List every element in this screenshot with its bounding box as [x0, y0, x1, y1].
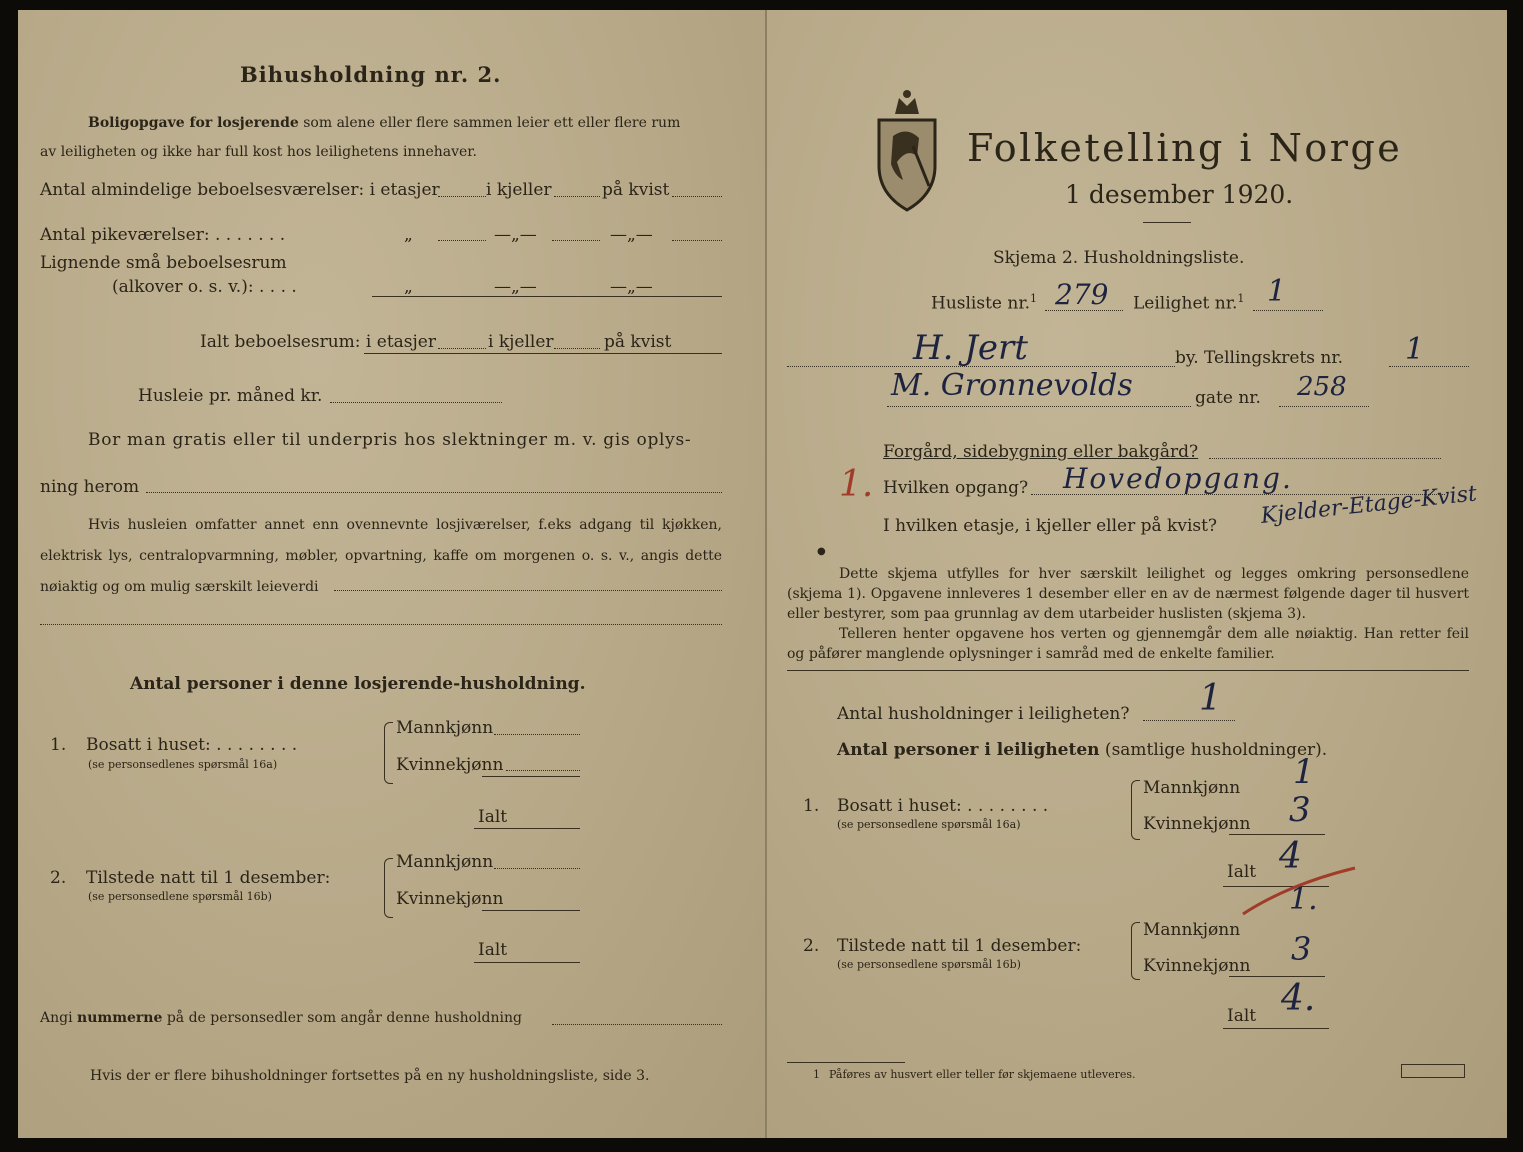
right-q1-label: Bosatt i huset: . . . . . . . . — [837, 796, 1049, 816]
left-q2-brace — [384, 858, 393, 918]
ialt-etasjer-field[interactable] — [438, 348, 486, 349]
small-ditto-1: „ — [404, 277, 413, 297]
etasje-value[interactable]: Kjelder-Etage-Kvist — [1259, 481, 1479, 529]
left-q1-sum-line — [482, 776, 580, 777]
right-q2-ialt-label: Ialt — [1227, 1006, 1257, 1026]
husleie-label: Husleie pr. måned kr. — [138, 386, 323, 406]
left-q2-num: 2. — [50, 868, 67, 888]
pike-kvist-field[interactable] — [672, 240, 722, 241]
husliste-label: Husliste nr.$^1$ — [931, 292, 1038, 314]
right-q2-mann-label: Mannkjønn — [1143, 920, 1241, 940]
footnote-text: Påføres av husvert eller teller før skjemaene utleveres. — [829, 1068, 1136, 1081]
angi-bold: nummerne — [77, 1010, 163, 1026]
census-date: 1 desember 1920. — [1065, 180, 1294, 209]
husliste-value[interactable]: 279 — [1055, 278, 1109, 311]
by-label: by. Tellingskrets nr. — [1175, 348, 1344, 368]
small-ditto-2: —„— — [494, 277, 537, 297]
gate-label: gate nr. — [1195, 388, 1261, 408]
info-divider — [787, 670, 1469, 671]
street-field — [887, 406, 1191, 407]
ialt-kjeller-field[interactable] — [554, 348, 600, 349]
right-q2-brace — [1131, 922, 1140, 980]
right-q1-sum-line — [1229, 834, 1325, 835]
left-q1-mann-label: Mannkjønn — [396, 718, 494, 738]
skjema-label: Skjema 2. Husholdningsliste. — [993, 248, 1245, 268]
intro-rest: som alene eller flere sammen leier ett eller flere rum — [298, 115, 681, 131]
right-q1-ialt-label: Ialt — [1227, 862, 1257, 882]
leieverdi-field-2[interactable] — [40, 624, 722, 625]
coat-of-arms-icon — [873, 86, 941, 212]
left-persons-title: Antal personer i denne losjerende-husholdning. — [130, 674, 586, 694]
pike-etasjer-field[interactable] — [438, 240, 486, 241]
left-q1-sub: (se personsedlenes spørsmål 16a) — [88, 758, 278, 771]
left-title: Bihusholdning nr. 2. — [240, 62, 502, 87]
gratis-field[interactable] — [146, 492, 722, 493]
right-persons-rest: (samtlige husholdninger). — [1099, 740, 1328, 760]
right-q2-sub: (se personsedlene spørsmål 16b) — [837, 958, 1021, 971]
pike-ditto-1: „ — [404, 225, 413, 245]
left-page — [18, 10, 765, 1138]
households-field — [1143, 720, 1235, 721]
bullet-dot: ● — [817, 546, 826, 557]
left-q2-mann-label: Mannkjønn — [396, 852, 494, 872]
pike-ditto-3: —„— — [610, 225, 653, 245]
left-q2-sub: (se personsedlene spørsmål 16b) — [88, 890, 272, 903]
right-q2-kvinne-label: Kvinnekjønn — [1143, 956, 1251, 976]
left-q2-label: Tilstede natt til 1 desember: — [86, 868, 331, 888]
right-q2-ialt-value[interactable]: 4. — [1281, 978, 1316, 1019]
rooms-label: Antal almindelige beboelsesværelser: i etasjer — [40, 180, 440, 200]
street-value[interactable]: M. Gronnevolds — [891, 368, 1133, 403]
gate-value[interactable]: 258 — [1297, 372, 1347, 402]
left-q1-label: Bosatt i huset: . . . . . . . . — [86, 735, 298, 755]
gratis-line-1: Bor man gratis eller til underpris hos slektninger m. v. gis oplys- — [88, 430, 692, 450]
krets-value[interactable]: 1 — [1405, 332, 1425, 367]
leieverdi-field[interactable] — [334, 590, 722, 591]
left-q1-ialt-line — [474, 828, 580, 829]
krets-field — [1389, 366, 1469, 367]
forgaard-field[interactable] — [1209, 458, 1441, 459]
right-title: Folketelling i Norge — [967, 126, 1403, 170]
ialt-kjeller-label: i kjeller — [488, 332, 554, 352]
left-q2-mann-field[interactable] — [494, 868, 580, 869]
city-value[interactable]: H. Jert — [913, 328, 1028, 368]
small-rooms-label-1: Lignende små beboelsesrum — [40, 253, 287, 273]
left-q1-ialt-label: Ialt — [478, 807, 508, 827]
ialt-rooms-underline — [364, 353, 722, 354]
city-field — [787, 366, 1175, 367]
right-q2-num: 2. — [803, 936, 820, 956]
right-q2-ialt-line — [1223, 1028, 1329, 1029]
right-q2-kvinne-value[interactable]: 3 — [1291, 930, 1312, 968]
right-q1-mann-value[interactable]: 1 — [1293, 752, 1315, 792]
small-ditto-3: —„— — [610, 277, 653, 297]
footnote-rule — [787, 1062, 905, 1063]
left-q2-ialt-line — [474, 962, 580, 963]
right-q1-kvinne-label: Kvinnekjønn — [1143, 814, 1251, 834]
info-paragraph: Dette skjema utfylles for hver særskilt leilighet og legges omkring personsedlene (skjema 1). Opgavene innleveres 1 desember eller en av de nærmest følgende dager til husvert eller bestyrer, som paa grunnlag av dem utarbeider huslisten (skjema 3). — [787, 566, 1469, 622]
rooms-kjeller-label: i kjeller — [486, 180, 552, 200]
angi-field[interactable] — [552, 1024, 722, 1025]
printer-stamp — [1401, 1064, 1465, 1078]
left-q1-kvinne-field[interactable] — [506, 770, 580, 771]
small-rooms-label-2: (alkover o. s. v.): . . . . — [112, 277, 297, 297]
intro-line-2: av leiligheten og ikke har full kost hos leilighetens innehaver. — [40, 144, 477, 160]
households-label: Antal husholdninger i leiligheten? — [837, 704, 1130, 724]
angi-pre: Angi — [40, 1010, 78, 1026]
husleien-paragraph: Hvis husleien omfatter annet enn ovennevnte losjiværelser, f.eks adgang til kjøkken, elektrisk lys, centralopvarmning, møbler, opvartning, kaffe om morgenen o. s. v., angis dette nøiaktig og om mulig særskilt leieverdi — [40, 517, 722, 595]
small-rooms-underline — [372, 296, 722, 297]
gate-field — [1279, 406, 1369, 407]
pike-kjeller-field[interactable] — [552, 240, 600, 241]
left-q1-brace — [384, 722, 393, 784]
footnote-number: 1 — [813, 1068, 820, 1081]
leilighet-value[interactable]: 1 — [1267, 274, 1287, 309]
ialt-kvist-label: på kvist — [604, 332, 672, 352]
intro-bold: Boligopgave for losjerende — [88, 115, 299, 131]
households-value[interactable]: 1 — [1199, 678, 1222, 719]
ialt-rooms-label: Ialt beboelsesrum: i etasjer — [200, 332, 436, 352]
right-q1-kvinne-value[interactable]: 3 — [1289, 790, 1311, 830]
angi-post: på de personsedler som angår denne husholdning — [162, 1010, 522, 1026]
rooms-kjeller-field[interactable] — [554, 196, 600, 197]
right-q1-sub: (se personsedlene spørsmål 16a) — [837, 818, 1021, 831]
opgang-label: Hvilken opgang? — [883, 478, 1029, 498]
left-q2-ialt-label: Ialt — [478, 940, 508, 960]
right-q1-num: 1. — [803, 796, 820, 816]
etasje-label: I hvilken etasje, i kjeller eller på kvist? — [883, 516, 1218, 536]
right-q1-mann-label: Mannkjønn — [1143, 778, 1241, 798]
forgaard-label: Forgård, sidebygning eller bakgård? — [883, 442, 1199, 462]
right-q1-ialt-correction: 1. — [1289, 882, 1318, 917]
husliste-field — [1045, 310, 1123, 311]
rooms-kvist-field[interactable] — [672, 196, 722, 197]
opgang-value[interactable]: Hovedopgang. — [1063, 462, 1293, 495]
left-footer: Hvis der er flere bihusholdninger fortsettes på en ny husholdningsliste, side 3. — [90, 1068, 650, 1084]
angi-line — [40, 1010, 522, 1026]
right-q2-label: Tilstede natt til 1 desember: — [837, 936, 1082, 956]
left-q1-mann-field[interactable] — [494, 734, 580, 735]
info-paragraph-2: Telleren henter opgavene hos verten og gjennemgår dem alle nøiaktig. Han retter feil og påfører manglende oplysninger i samråd med de enkelte familier. — [787, 626, 1469, 662]
title-divider — [1143, 222, 1191, 223]
husleie-field[interactable] — [330, 402, 502, 403]
pike-label: Antal pikeværelser: . . . . . . . — [40, 225, 286, 245]
right-persons-title — [837, 740, 1327, 760]
right-q1-brace — [1131, 780, 1140, 840]
gratis-line-2: ning herom — [40, 477, 140, 497]
leilighet-field — [1253, 310, 1323, 311]
rooms-kvist-label: på kvist — [602, 180, 670, 200]
left-q2-kvinne-label: Kvinnekjønn — [396, 889, 504, 909]
red-mark: 1. — [839, 464, 874, 505]
left-q2-sum-line — [482, 910, 580, 911]
right-page — [767, 10, 1507, 1138]
intro-line-1 — [88, 115, 680, 131]
right-persons-bold: Antal personer i leiligheten — [837, 740, 1100, 760]
right-q2-sum-line — [1229, 976, 1325, 977]
right-q1-ialt-value[interactable]: 4 — [1279, 836, 1302, 877]
left-q1-num: 1. — [50, 735, 67, 755]
pike-ditto-2: —„— — [494, 225, 537, 245]
leilighet-label: Leilighet nr.$^1$ — [1133, 292, 1245, 314]
rooms-etasjer-field[interactable] — [438, 196, 486, 197]
left-q1-kvinne-label: Kvinnekjønn — [396, 755, 504, 775]
